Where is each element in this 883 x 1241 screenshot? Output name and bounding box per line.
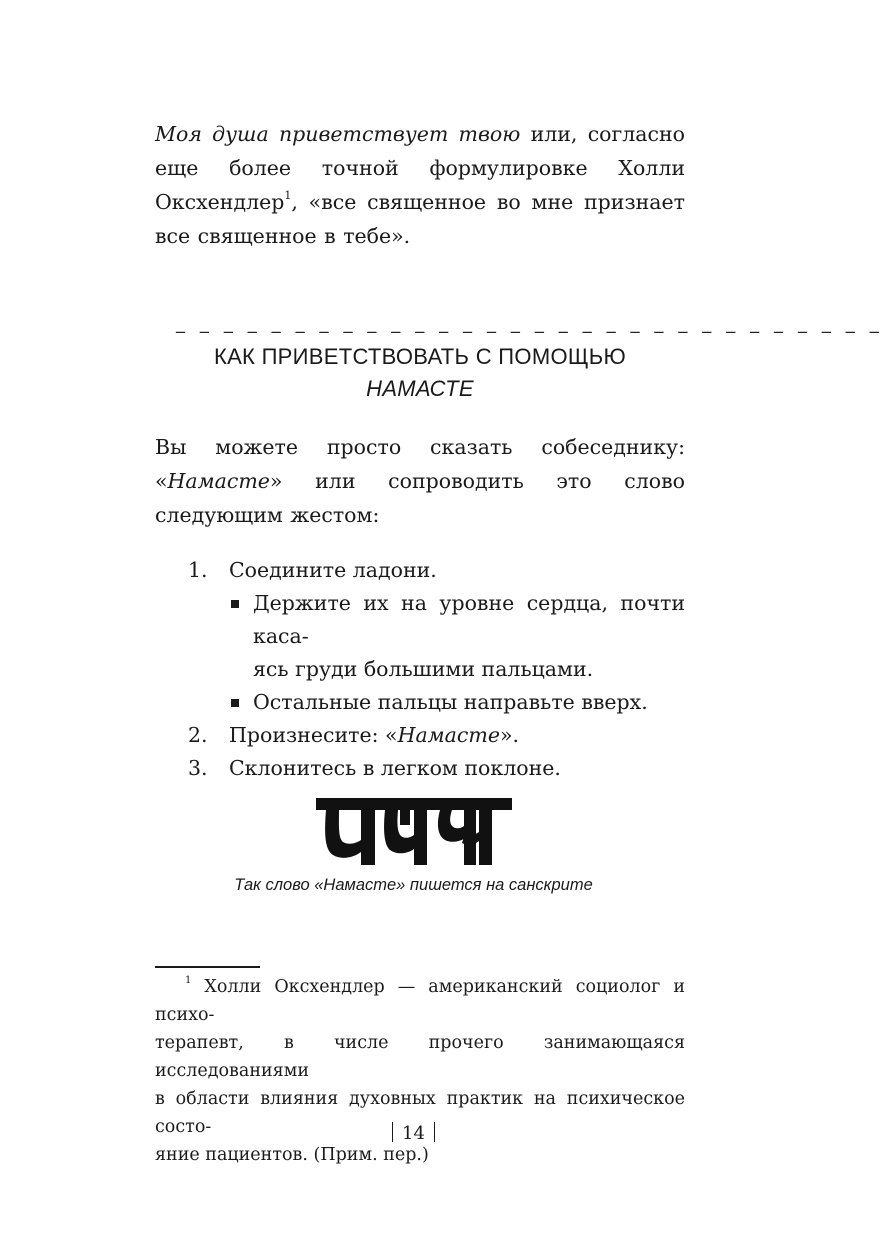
howto-paragraph xyxy=(155,430,685,532)
square-bullet-icon xyxy=(231,600,239,608)
list-item xyxy=(155,719,685,752)
howto-text-1: Вы можете просто сказать собеседнику: « xyxy=(155,435,685,493)
sanskrit-word-graphic xyxy=(0,775,827,874)
intro-text-1: или, согласно еще более точной формулировке Холли Оксхендлер xyxy=(155,122,685,214)
bullet-text-line1: Держите их на уровне сердца, почти каса- xyxy=(253,591,685,648)
howto-text-2: » или сопроводить это слово следующим жестом: xyxy=(155,469,685,527)
section-title: КАК ПРИВЕТСТВОВАТЬ С ПОМОЩЬЮ xyxy=(213,344,627,369)
step-text-before: Произнесите: « xyxy=(229,723,398,747)
page-number: 14 xyxy=(402,1123,425,1144)
footnote-line2: терапевт, в числе прочего занимающаяся исследованиями xyxy=(155,1033,685,1081)
footnote-line3: в области влияния духовных практик на психическое состо- xyxy=(155,1089,685,1137)
page-number-block xyxy=(0,1122,827,1144)
footnote-line1: Холли Оксхендлер — американский социолог и психо- xyxy=(155,977,685,1025)
page-number-bar-right xyxy=(434,1122,436,1142)
footnote-number: 1 xyxy=(185,975,192,987)
namaste-word: Намасте xyxy=(167,469,270,493)
intro-text-2: , «все священное во мне признает все священное в тебе». xyxy=(155,190,685,248)
bullet-text-line2: ясь груди большими пальцами. xyxy=(253,657,594,681)
page-number-bar-left xyxy=(392,1122,394,1142)
bullet-item xyxy=(155,686,685,719)
square-bullet-icon xyxy=(231,699,239,707)
section-subtitle: НАМАСТЕ xyxy=(366,376,474,401)
list-item xyxy=(155,554,685,587)
footnote-separator xyxy=(155,966,260,968)
sanskrit-namaste-glyph xyxy=(314,775,514,870)
step-number: 2. xyxy=(188,723,208,747)
step-number: 1. xyxy=(188,558,208,582)
image-caption: Так слово «Намасте» пишется на санскрите xyxy=(234,876,593,894)
namaste-word: Намасте xyxy=(397,723,500,747)
bullet-text: Остальные пальцы направьте вверх. xyxy=(253,690,648,714)
footnote-reference[interactable]: 1 xyxy=(284,189,292,203)
footnote-line4: яние пациентов. (Прим. пер.) xyxy=(155,1145,429,1165)
greeting-phrase: Моя душа приветствует твою xyxy=(155,122,521,146)
steps-list xyxy=(155,554,685,785)
bullet-item xyxy=(155,587,685,686)
step-text: Соедините ладони. xyxy=(229,558,437,582)
intro-paragraph xyxy=(155,117,685,253)
step-text-after: ». xyxy=(499,723,520,747)
step-text: Склонитесь в легком поклоне. xyxy=(229,756,561,780)
section-heading xyxy=(155,341,685,405)
step-number: 3. xyxy=(188,756,208,780)
section-divider: _ _ _ _ _ _ _ _ _ _ _ _ _ _ _ _ _ _ _ _ _ _ _ _ _ _ _ _ _ _ xyxy=(176,313,883,334)
